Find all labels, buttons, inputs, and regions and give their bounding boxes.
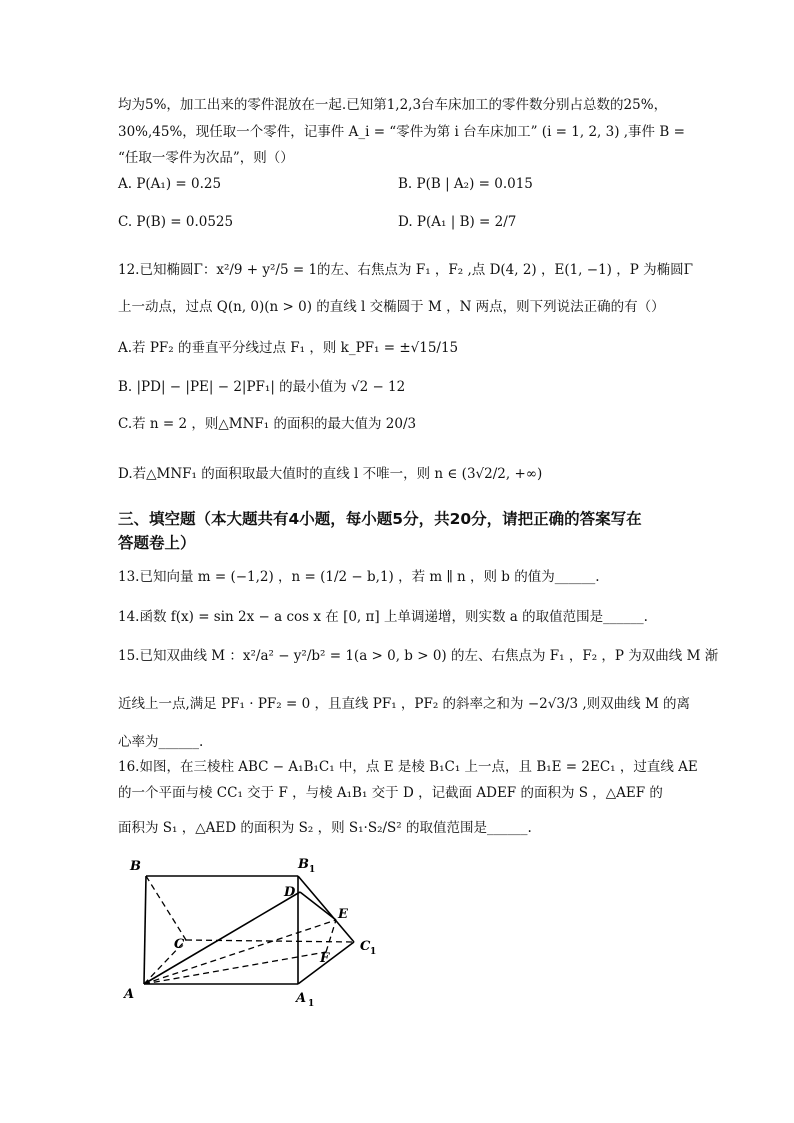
section-3-title-line-1: 三、填空题（本大题共有4小题，每小题5分，共20分，请把正确的答案写在 [118,510,642,528]
q13-text: 13.已知向量 m = (−1,2) ，n = (1/2 − b,1) ，若 m ∥ n ，则 b 的值为______. [118,569,600,585]
label-a1: A [296,991,307,1006]
q12-text-line-2: 上一动点，过点 Q(n, 0)(n > 0) 的直线 l 交椭圆于 M ，N 两点，则下列说法正确的有（） [118,299,665,315]
label-b1-subscript: 1 [309,865,316,875]
edge-a-d [144,892,300,984]
q12-option-c: C.若 n = 2 ，则△MNF₁ 的面积的最大值为 20/3 [118,416,417,432]
q15-text-line-1: 15.已知双曲线 M ：x²/a² − y²/b² = 1(a > 0, b > 0) 的左、右焦点为 F₁ ，F₂ ，P 为双曲线 M 渐 [118,648,719,664]
label-a: A [124,987,135,1002]
edge-d-e [300,892,336,920]
q15-text-line-2: 近线上一点,满足 PF₁ · PF₂ = 0 ，且直线 PF₁ ，PF₂ 的斜率之和为 −2√3/3 ,则双曲线 M 的离 [118,696,691,712]
label-a1-subscript: 1 [308,999,315,1009]
label-b1: B [298,857,309,872]
q11-option-d: D. P(A₁ | B) = 2/7 [398,214,517,230]
label-b: B [130,859,141,874]
q11-text-line-2: 30%,45%，现任取一个零件，记事件 A_i = “零件为第 i 台车床加工” (i = 1, 2, 3) ,事件 B = [118,124,685,140]
q12-option-a: A.若 PF₂ 的垂直平分线过点 F₁ ，则 k_PF₁ = ±√15/15 [118,340,459,356]
hidden-edge-f-e [326,920,336,952]
label-c1-subscript: 1 [370,947,377,957]
label-c: C [174,937,185,952]
hidden-edge-a-e [144,920,336,984]
label-e: E [338,907,348,922]
q11-text-line-3: “任取一零件为次品”，则（） [118,150,294,166]
q14-text: 14.函数 f(x) = sin 2x − a cos x 在 [0, π] 上单调递增，则实数 a 的取值范围是______. [118,609,648,625]
edge-b-a [144,876,146,984]
q16-text-line-3: 面积为 S₁ ，△AED 的面积为 S₂ ，则 S₁·S₂/S² 的取值范围是______. [118,820,532,836]
q15-text-line-3: 心率为______. [118,734,204,750]
hidden-edge-b-c [146,876,186,940]
label-d: D [284,885,296,900]
q16-text-line-1: 16.如图，在三棱柱 ABC − A₁B₁C₁ 中，点 E 是棱 B₁C₁ 上一点，且 B₁E = 2EC₁ ，过直线 AE [118,759,698,775]
q11-option-b: B. P(B | A₂) = 0.015 [398,176,533,192]
q12-text-line-1: 12.已知椭圆Γ：x²/9 + y²/5 = 1的左、右焦点为 F₁ ，F₂ ,点 D(4, 2) ，E(1, −1) ，P 为椭圆Γ [118,262,693,278]
q12-option-d: D.若△MNF₁ 的面积取最大值时的直线 l 不唯一，则 n ∈ (3√2/2, +∞) [118,466,543,482]
section-3-title-line-2: 答题卷上） [118,534,196,552]
q11-option-c: C. P(B) = 0.0525 [118,214,234,230]
prism-figure [112,850,382,1010]
q11-option-a: A. P(A₁) = 0.25 [118,176,222,192]
label-f: F [320,951,330,966]
label-c1: C [360,939,371,954]
q12-option-b: B. |PD| − |PE| − 2|PF₁| 的最小值为 √2 − 12 [118,379,406,395]
q11-text-line-1: 均为5%，加工出来的零件混放在一起.已知第1,2,3台车床加工的零件数分别占总数的25%， [118,97,668,113]
q16-text-line-2: 的一个平面与棱 CC₁ 交于 F ，与棱 A₁B₁ 交于 D ，记截面 ADEF 的面积为 S ，△AEF 的 [118,785,663,801]
